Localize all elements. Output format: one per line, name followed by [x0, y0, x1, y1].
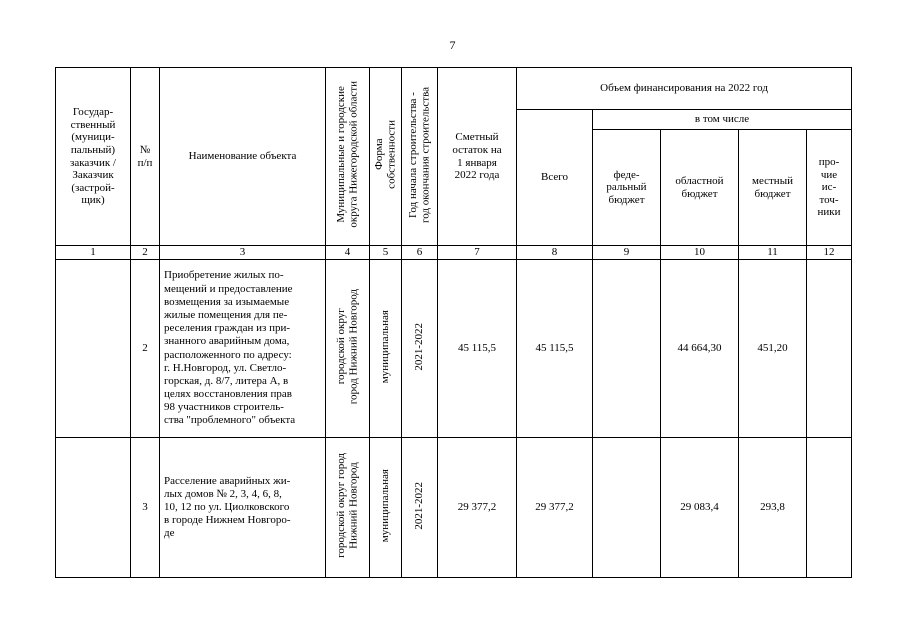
column-number: 10 — [661, 246, 739, 260]
row-estimate: 45 115,5 — [438, 260, 517, 438]
row-local: 293,8 — [739, 438, 807, 578]
header-years-text: Год начала строительства - год окончания строительства — [406, 86, 432, 223]
header-num: № п/п — [131, 68, 160, 246]
row-total: 45 115,5 — [517, 260, 593, 438]
row-estimate: 29 377,2 — [438, 438, 517, 578]
row-ownership — [370, 438, 402, 578]
row-years — [402, 260, 438, 438]
column-number: 9 — [593, 246, 661, 260]
row-years-text: 2021-2022 — [413, 481, 426, 530]
column-number: 1 — [56, 246, 131, 260]
header-financing: Объем финансирования на 2022 год — [517, 68, 852, 110]
header-row-1 — [56, 68, 852, 110]
row-other — [807, 260, 852, 438]
header-years — [402, 68, 438, 246]
header-local: местный бюджет — [739, 130, 807, 246]
row-local: 451,20 — [739, 260, 807, 438]
header-including: в том числе — [593, 110, 852, 130]
header-regional: областной бюджет — [661, 130, 739, 246]
row-total: 29 377,2 — [517, 438, 593, 578]
row-num: 2 — [131, 260, 160, 438]
row-object-name: Расселение аварийных жи- лых домов № 2, 3, 4, 6, 8, 10, 12 по ул. Циолковского в городе Нижнем Новгоро- де — [160, 438, 326, 578]
row-object-name: Приобретение жилых по- мещений и предоставление возмещения за изымаемые жилые помещения для пе- реселения граждан из при- знанного аварийным дома, расположенного по адресу: г. Н.Новгород, ул. Светло- горская, д. 8/7, литера А, в целях восстановления прав 98 участников строитель- ства "проблемного" объекта — [160, 260, 326, 438]
header-federal: феде- ральный бюджет — [593, 130, 661, 246]
row-municipality — [326, 438, 370, 578]
header-estimate: Сметный остаток на 1 января 2022 года — [438, 68, 517, 246]
header-other: про- чие ис- точ- ники — [807, 130, 852, 246]
row-municipality-text: городской округ город Нижний Новгород — [334, 453, 360, 559]
row-regional: 29 083,4 — [661, 438, 739, 578]
row-customer — [56, 260, 131, 438]
column-number: 8 — [517, 246, 593, 260]
row-federal — [593, 260, 661, 438]
table-row — [56, 260, 852, 438]
column-number: 5 — [370, 246, 402, 260]
row-municipality — [326, 260, 370, 438]
column-number: 3 — [160, 246, 326, 260]
header-municipality — [326, 68, 370, 246]
financing-table — [55, 67, 852, 578]
row-ownership-text: муниципальная — [379, 469, 392, 543]
column-number: 11 — [739, 246, 807, 260]
row-regional: 44 664,30 — [661, 260, 739, 438]
header-customer: Государ- ственный (муници- пальный) заказчик / Заказчик (застрой- щик) — [56, 68, 131, 246]
row-ownership-text: муниципальная — [379, 310, 392, 384]
header-ownership-text: Форма собственности — [372, 120, 398, 190]
column-number: 2 — [131, 246, 160, 260]
header-ownership — [370, 68, 402, 246]
row-years — [402, 438, 438, 578]
column-number: 7 — [438, 246, 517, 260]
row-federal — [593, 438, 661, 578]
row-ownership — [370, 260, 402, 438]
row-num: 3 — [131, 438, 160, 578]
column-number: 4 — [326, 246, 370, 260]
row-customer — [56, 438, 131, 578]
header-total: Всего — [517, 110, 593, 246]
column-number: 6 — [402, 246, 438, 260]
header-municipality-text: Муниципальные и городские округа Нижегородской области — [334, 81, 360, 228]
column-number: 12 — [807, 246, 852, 260]
row-other — [807, 438, 852, 578]
header-object-name: Наименование объекта — [160, 68, 326, 246]
row-municipality-text: городской округ город Нижний Новгород — [334, 289, 360, 405]
page-number: 7 — [449, 38, 456, 52]
row-years-text: 2021-2022 — [413, 322, 426, 371]
table-row — [56, 438, 852, 578]
column-number-row — [56, 246, 852, 260]
